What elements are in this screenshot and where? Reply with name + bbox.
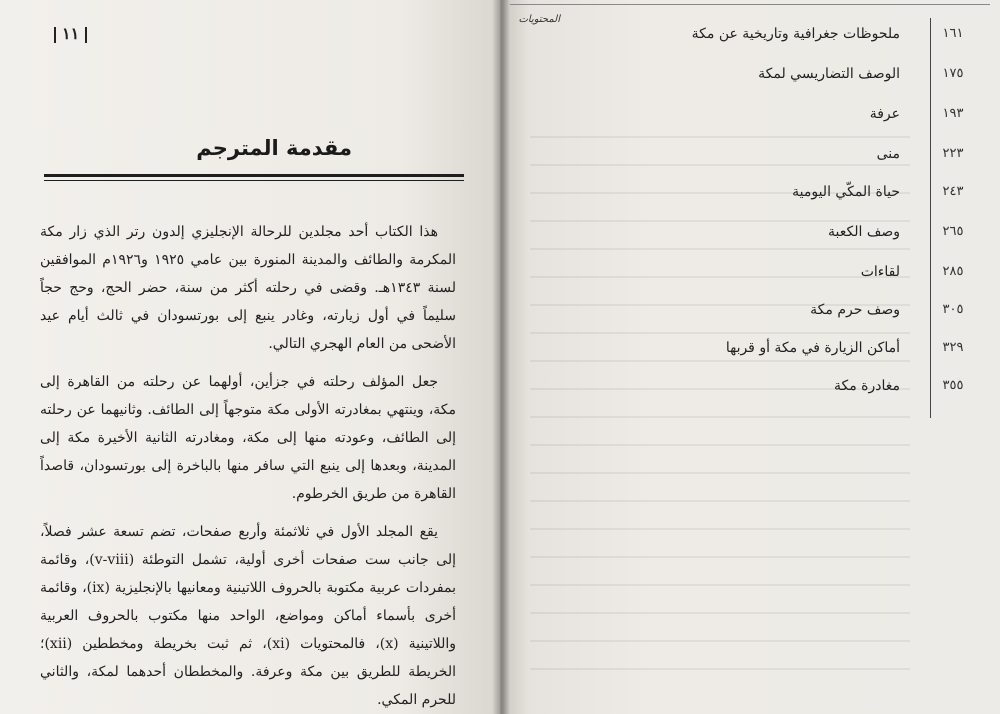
page-number-bar-left bbox=[54, 27, 56, 43]
book-gutter-shadow bbox=[492, 0, 510, 714]
paragraph-1: هذا الكتاب أحد مجلدين للرحالة الإنجليزي إلدون رتر الذي زار مكة المكرمة والطائف والمدينة المنورة بين عامي ١٩٢٥ و١٩٢٦م الموافقين لسنة ١٣٤٣هـ. وقضى في رحلته أكثر من سنة، حضر الحج، وحج حجاً سليماً في أول زيارته، وغادر ينبع إلى بورتسودان في ثالث أيام عيد الأضحى من العام الهجري التالي. bbox=[40, 224, 456, 352]
toc-title: أماكن الزيارة في مكة أو قربها bbox=[725, 340, 900, 356]
chapter-title: مقدمة المترجم bbox=[196, 136, 352, 160]
toc-page: ٣٥٥ bbox=[942, 378, 964, 393]
toc-page: ٢٤٣ bbox=[942, 184, 964, 199]
toc-page: ٣٠٥ bbox=[942, 302, 964, 317]
toc-title: ملحوظات جغرافية وتاريخية عن مكة bbox=[691, 26, 900, 42]
toc-title: وصف الكعبة bbox=[828, 224, 900, 240]
toc-title: عرفة bbox=[869, 106, 900, 122]
toc-title: مغادرة مكة bbox=[833, 378, 900, 394]
toc-page: ٢٦٥ bbox=[942, 224, 964, 239]
toc-page: ١٩٣ bbox=[942, 106, 964, 121]
title-rule-thick bbox=[44, 174, 464, 177]
toc-title: حياة المكّي اليومية bbox=[792, 184, 900, 200]
right-page bbox=[500, 0, 1000, 714]
paragraph-3: يقع المجلد الأول في ثلاثمئة وأربع صفحات، تضم تسعة عشر فصلاً، إلى جانب ست صفحات أخرى أولية، تشمل التوطئة (v-viii)، وقائمة بمفردات عربية مكتوبة بالحروف اللاتينية ومعانيها بالإنجليزية (ix)، وقائمة أخرى بأسماء أماكن ومواضع، الواحد منها مكتوب بالحروف العربية واللاتينية (x)، فالمحتويات (xi)، ثم ثبت بخريطة ومخططين (xii)؛ الخريطة للطريق بين مكة وعرفة. والمخططان أحدهما لمكة، والثاني للحرم المكي. bbox=[40, 524, 457, 708]
toc-title: الوصف التضاريسي لمكة bbox=[758, 66, 900, 82]
header-rule bbox=[510, 4, 990, 5]
body-text bbox=[40, 218, 456, 714]
page-number-text: ١١ bbox=[62, 24, 80, 43]
running-header: المحتويات bbox=[518, 14, 560, 25]
page-number-bar-right bbox=[85, 27, 87, 43]
toc-page: ٢٢٣ bbox=[942, 146, 964, 161]
paragraph-2: جعل المؤلف رحلته في جزأين، أولهما عن رحلته من القاهرة إلى مكة، وينتهي بمغادرته الأولى مكة متوجهاً إلى الطائف. وثانيهما عن رحلته إلى الطائف، وعودته منها إلى مكة، ومغادرته الثانية الأخيرة مكة إلى المدينة، وبعدها إلى ينبع التي سافر منها بالباخرة إلى بورتسودان، قاصداً القاهرة من طريق الخرطوم. bbox=[40, 374, 456, 502]
toc-page: ٣٢٩ bbox=[942, 340, 964, 355]
page-number bbox=[48, 24, 93, 43]
toc-title: منى bbox=[876, 146, 900, 162]
toc-page: ٢٨٥ bbox=[942, 264, 964, 279]
toc-title: وصف حرم مكة bbox=[810, 302, 900, 318]
toc-page: ١٧٥ bbox=[942, 66, 964, 81]
title-rule-thin bbox=[44, 180, 464, 181]
toc-page: ١٦١ bbox=[942, 26, 964, 41]
toc-title: لقاءات bbox=[860, 264, 900, 280]
